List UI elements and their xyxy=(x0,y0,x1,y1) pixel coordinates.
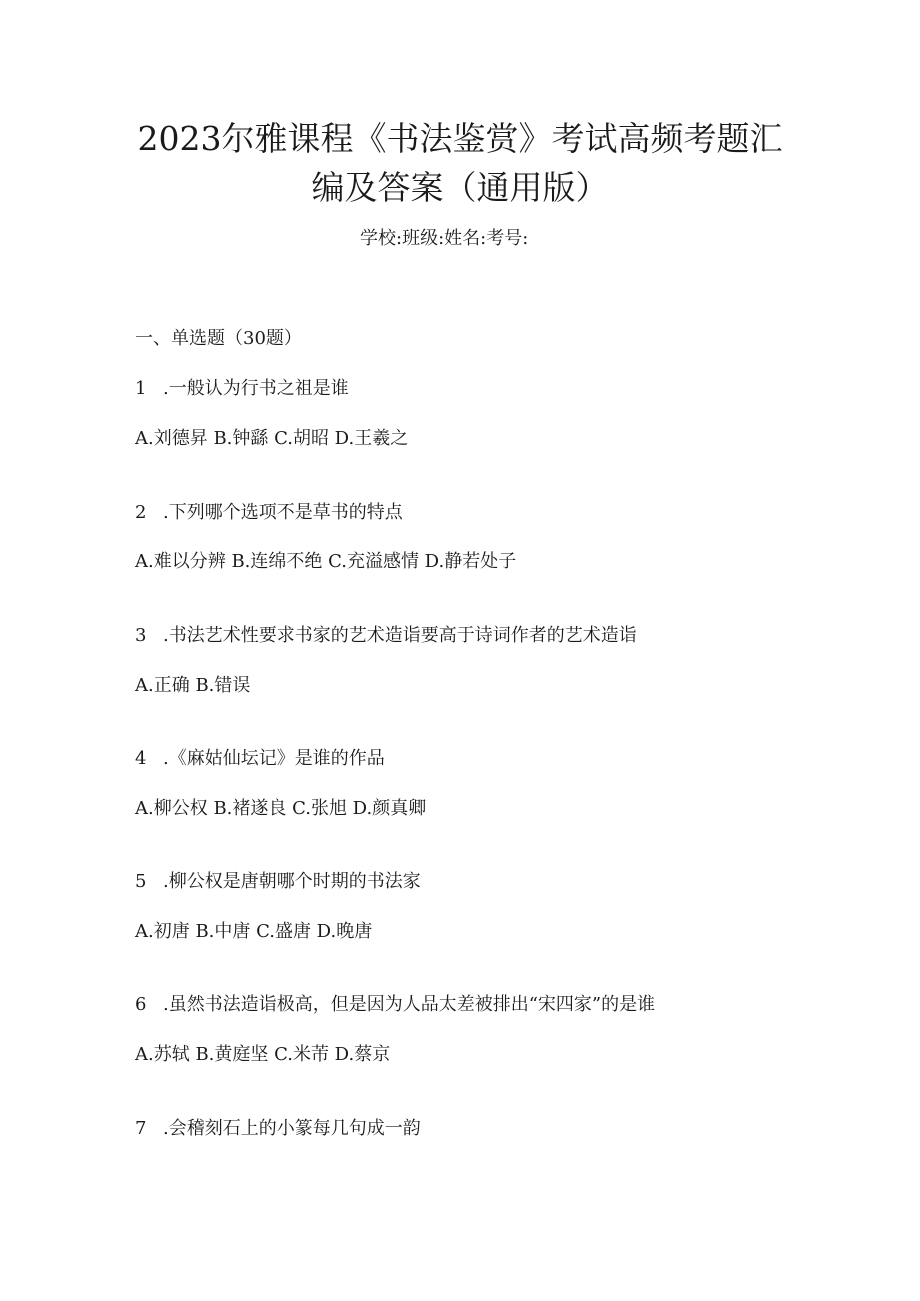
question-6 xyxy=(135,992,655,1018)
question-number: 6 xyxy=(135,994,147,1015)
question-3-options: A.正确 B.错误 xyxy=(135,675,251,696)
section-heading: 一、单选题（30题） xyxy=(135,328,302,349)
question-2 xyxy=(135,500,403,526)
question-5-options: A.初唐 B.中唐 C.盛唐 D.晚唐 xyxy=(135,921,373,942)
question-number: 4 xyxy=(135,748,147,769)
question-text: .一般认为行书之祖是谁 xyxy=(163,378,349,399)
document-title-line-1: 2023尔雅课程《书法鉴赏》考试高频考题汇 xyxy=(137,119,783,158)
question-text: .《麻姑仙坛记》是谁的作品 xyxy=(163,748,385,769)
question-2-options: A.难以分辨 B.连绵不绝 C.充溢感情 D.静若处子 xyxy=(135,551,517,572)
question-text: .书法艺术性要求书家的艺术造诣要高于诗词作者的艺术造诣 xyxy=(163,625,637,646)
question-text: .下列哪个选项不是草书的特点 xyxy=(163,502,403,523)
document-title-line-2: 编及答案（通用版） xyxy=(311,168,609,207)
question-3 xyxy=(135,623,637,649)
question-1-options: A.刘德昇 B.钟繇 C.胡昭 D.王羲之 xyxy=(135,428,409,449)
question-number: 3 xyxy=(135,625,147,646)
question-6-options: A.苏轼 B.黄庭坚 C.米芾 D.蔡京 xyxy=(135,1044,391,1065)
question-4-options: A.柳公权 B.褚遂良 C.张旭 D.颜真卿 xyxy=(135,798,427,819)
question-number: 5 xyxy=(135,871,147,892)
question-text: .虽然书法造诣极高，但是因为人品太差被排出“宋四家”的是谁 xyxy=(163,994,656,1015)
question-7 xyxy=(135,1116,421,1142)
student-info-line: 学校:班级:姓名:考号: xyxy=(360,228,529,249)
question-number: 2 xyxy=(135,502,147,523)
question-text: .会稽刻石上的小篆每几句成一韵 xyxy=(163,1118,421,1139)
question-5 xyxy=(135,869,421,895)
question-text: .柳公权是唐朝哪个时期的书法家 xyxy=(163,871,421,892)
question-number: 7 xyxy=(135,1118,147,1139)
question-1 xyxy=(135,376,349,402)
question-4 xyxy=(135,746,385,772)
question-number: 1 xyxy=(135,378,147,399)
